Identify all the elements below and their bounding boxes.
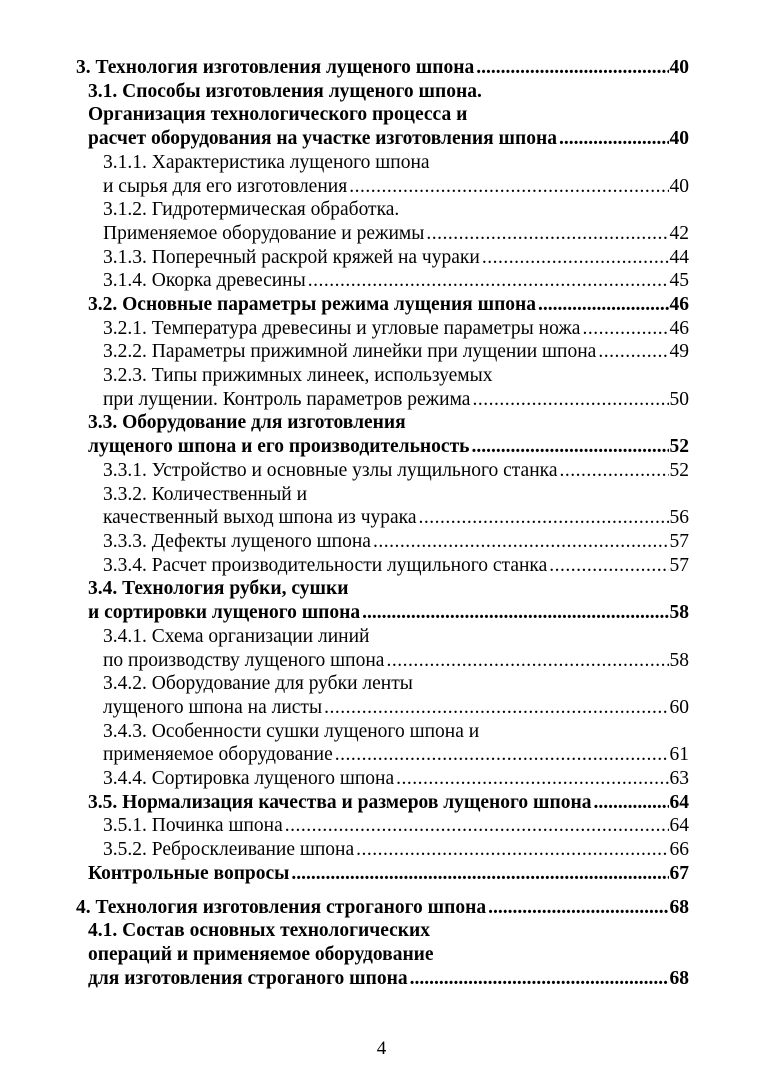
toc-entry-page: 57 bbox=[669, 531, 689, 552]
toc-entry-title: 3.1.1. Характеристика лущеного шпона bbox=[103, 152, 430, 173]
toc-entry-line bbox=[103, 720, 689, 743]
toc-entry-title: и сортировки лущеного шпона bbox=[88, 602, 361, 623]
toc-entry-line bbox=[88, 601, 689, 624]
toc-entry-page: 46 bbox=[669, 294, 689, 315]
toc-entry-title: для изготовления строганого шпона bbox=[88, 968, 408, 989]
toc-entry-line bbox=[76, 56, 689, 79]
toc-entry-page: 49 bbox=[669, 341, 689, 362]
dot-leader bbox=[547, 554, 668, 577]
toc-entry-title: расчет оборудования на участке изготовления шпона bbox=[88, 128, 557, 149]
dot-leader bbox=[480, 246, 669, 269]
toc-entry-line bbox=[103, 388, 689, 411]
toc-entry-page: 68 bbox=[669, 897, 689, 918]
toc-entry-title: 3.4.3. Особенности сушки лущеного шпона и bbox=[103, 721, 480, 742]
toc-entry-line bbox=[103, 246, 689, 269]
page-number: 4 bbox=[376, 1038, 387, 1059]
toc-entry-line bbox=[76, 896, 689, 919]
dot-leader bbox=[283, 814, 669, 837]
toc-entry-line bbox=[103, 222, 689, 245]
toc-entry-title: 3. Технология изготовления лущеного шпона bbox=[76, 57, 475, 78]
toc-entry-line bbox=[103, 175, 689, 198]
toc-entry-page: 56 bbox=[669, 507, 689, 528]
toc-entry-page: 61 bbox=[669, 744, 689, 765]
toc-entry-title: 3.1. Способы изготовления лущеного шпона. bbox=[88, 81, 482, 102]
toc-entry-page: 52 bbox=[669, 436, 689, 457]
toc-entry-line bbox=[103, 625, 689, 648]
toc-entry-line bbox=[88, 577, 689, 600]
toc-entry-line bbox=[103, 151, 689, 174]
toc-entry-page: 60 bbox=[669, 697, 689, 718]
toc-entry-title: 3.3.1. Устройство и основные узлы лущильного станка bbox=[103, 460, 558, 481]
toc-entry-title: по производству лущеного шпона bbox=[103, 650, 385, 671]
toc-entry-line bbox=[103, 672, 689, 695]
toc-entry-title: Применяемое оборудование и режимы bbox=[103, 223, 425, 244]
dot-leader bbox=[322, 696, 668, 719]
toc-entry-title: 3.4.4. Сортировка лущеного шпона bbox=[103, 768, 395, 789]
toc-entry-line bbox=[103, 340, 689, 363]
toc-entry-page: 50 bbox=[669, 389, 689, 410]
toc-entry-title: 3.4.1. Схема организации линий bbox=[103, 626, 370, 647]
toc-entry-title: лущеного шпона на листы bbox=[103, 697, 323, 718]
dot-leader bbox=[580, 317, 668, 340]
toc-entry-title: Организация технологического процесса и bbox=[88, 104, 468, 125]
toc-entry-title: 3.3.2. Количественный и bbox=[103, 484, 308, 505]
toc-entry-line bbox=[88, 127, 689, 150]
toc-entry-line bbox=[88, 103, 689, 126]
toc-entry-page: 66 bbox=[669, 839, 689, 860]
toc-entry-line bbox=[88, 943, 689, 966]
toc-entry-title: 3.2. Основные параметры режима лущения шпона bbox=[88, 294, 537, 315]
toc-entry-line bbox=[103, 530, 689, 553]
toc-entry-line bbox=[103, 364, 689, 387]
toc-entry-title: 3.2.1. Температура древесины и угловые параметры ножа bbox=[103, 318, 581, 339]
toc-entry-page: 46 bbox=[669, 318, 689, 339]
dot-leader bbox=[408, 967, 669, 990]
dot-leader bbox=[596, 340, 668, 363]
toc-entry-page: 57 bbox=[669, 555, 689, 576]
toc-entry-line bbox=[88, 967, 689, 990]
dot-leader bbox=[474, 56, 668, 79]
toc-entry-line bbox=[103, 554, 689, 577]
toc-entry-title: 3.3.3. Дефекты лущеного шпона bbox=[103, 531, 371, 552]
toc-entry-line bbox=[103, 459, 689, 482]
dot-leader bbox=[536, 293, 668, 316]
dot-leader bbox=[424, 222, 668, 245]
toc-entry-title: 3.5.2. Ребросклеивание шпона bbox=[103, 839, 355, 860]
toc-entry-page: 40 bbox=[669, 128, 689, 149]
toc-entry-line bbox=[103, 814, 689, 837]
dot-leader bbox=[557, 127, 669, 150]
toc-entry-title: 3.1.3. Поперечный раскрой кряжей на чураки bbox=[103, 247, 480, 268]
toc-entry-page: 40 bbox=[669, 57, 689, 78]
toc-entry-title: 3.2.3. Типы прижимных линеек, используемых bbox=[103, 365, 493, 386]
dot-leader bbox=[470, 388, 668, 411]
toc-entry-title: при лущении. Контроль параметров режима bbox=[103, 389, 471, 410]
toc-entry-line bbox=[88, 435, 689, 458]
dot-leader bbox=[354, 838, 668, 861]
toc-entry-line bbox=[88, 862, 689, 885]
toc-entry-title: 3.1.2. Гидротермическая обработка. bbox=[103, 199, 400, 220]
dot-leader bbox=[371, 530, 669, 553]
toc-entry-title: 3.2.2. Параметры прижимной линейки при лущении шпона bbox=[103, 341, 597, 362]
dot-leader bbox=[360, 601, 668, 624]
toc-entry-page: 63 bbox=[669, 768, 689, 789]
toc-entry-page: 68 bbox=[669, 968, 689, 989]
dot-leader bbox=[469, 435, 668, 458]
toc-entry-line bbox=[103, 649, 689, 672]
toc-entry-line bbox=[103, 269, 689, 292]
toc-entry-line bbox=[88, 791, 689, 814]
toc-entry-line bbox=[103, 317, 689, 340]
toc-entry-line bbox=[103, 483, 689, 506]
toc-entry-title: 3.5.1. Починка шпона bbox=[103, 815, 283, 836]
dot-leader bbox=[306, 269, 669, 292]
toc-entry-line bbox=[88, 80, 689, 103]
toc-entry-title: 4.1. Состав основных технологических bbox=[88, 920, 430, 941]
toc-entry-title: и сырья для его изготовления bbox=[103, 176, 348, 197]
dot-leader bbox=[384, 649, 668, 672]
toc-entry-title: лущеного шпона и его производительность bbox=[88, 436, 470, 457]
toc-entry-page: 58 bbox=[669, 650, 689, 671]
toc-entry-page: 44 bbox=[669, 247, 689, 268]
toc-entry-line bbox=[88, 411, 689, 434]
toc-entry-line bbox=[88, 293, 689, 316]
dot-leader bbox=[347, 175, 668, 198]
toc-entry-line bbox=[103, 743, 689, 766]
toc-entry-page: 58 bbox=[669, 602, 689, 623]
toc-entry-page: 40 bbox=[669, 176, 689, 197]
dot-leader bbox=[591, 791, 668, 814]
dot-leader bbox=[394, 767, 668, 790]
toc-entry-title: Контрольные вопросы bbox=[88, 863, 290, 884]
toc-entry-line bbox=[88, 919, 689, 942]
toc-entry-line bbox=[103, 838, 689, 861]
toc-entry-title: качественный выход шпона из чурака bbox=[103, 507, 417, 528]
toc-entry-title: 3.4. Технология рубки, сушки bbox=[88, 578, 349, 599]
toc-entry-title: 3.3.4. Расчет производительности лущильного станка bbox=[103, 555, 548, 576]
toc-entry-line bbox=[103, 767, 689, 790]
toc-entry-page: 67 bbox=[669, 863, 689, 884]
toc-entry-line bbox=[103, 696, 689, 719]
dot-leader bbox=[417, 506, 669, 529]
toc-entry-page: 42 bbox=[669, 223, 689, 244]
toc-entry-title: 4. Технология изготовления строганого шпона bbox=[76, 897, 487, 918]
toc-entry-page: 64 bbox=[669, 815, 689, 836]
toc-entry-title: 3.4.2. Оборудование для рубки ленты bbox=[103, 673, 413, 694]
dot-leader bbox=[486, 896, 668, 919]
dot-leader bbox=[557, 459, 668, 482]
dot-leader bbox=[333, 743, 669, 766]
toc-entry-title: операций и применяемое оборудование bbox=[88, 944, 434, 965]
dot-leader bbox=[289, 862, 668, 885]
toc-entry-page: 64 bbox=[669, 792, 689, 813]
toc-entry-line bbox=[103, 506, 689, 529]
toc-entry-title: 3.1.4. Окорка древесины bbox=[103, 270, 306, 291]
toc-entry-line bbox=[103, 198, 689, 221]
toc-entry-page: 52 bbox=[669, 460, 689, 481]
toc-entry-title: 3.5. Нормализация качества и размеров лущеного шпона bbox=[88, 792, 592, 813]
toc-entry-page: 45 bbox=[669, 270, 689, 291]
toc-entry-title: применяемое оборудование bbox=[103, 744, 333, 765]
toc-entry-title: 3.3. Оборудование для изготовления bbox=[88, 412, 406, 433]
